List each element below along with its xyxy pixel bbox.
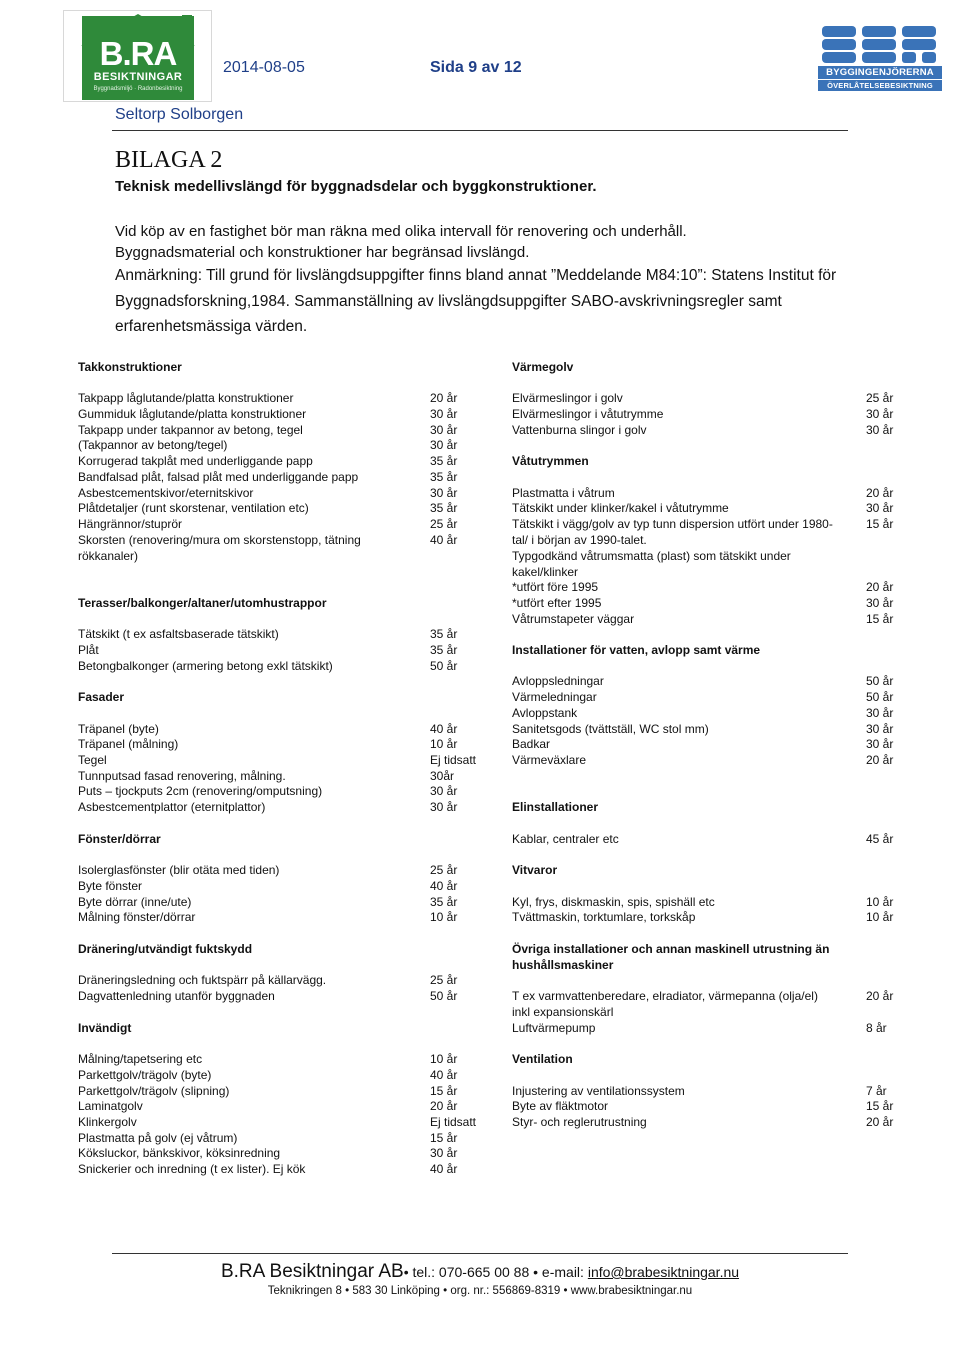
item-label: Kyl, frys, diskmaskin, spis, spishäll etc	[512, 895, 715, 909]
item-lifespan: 10 år	[866, 895, 894, 909]
item-lifespan: 40 år	[430, 722, 458, 736]
item-lifespan: 25 år	[866, 391, 894, 405]
item-lifespan: 25 år	[430, 863, 458, 877]
item-lifespan: 35 år	[430, 454, 458, 468]
item-lifespan: 20 år	[866, 989, 894, 1003]
item-lifespan: 30 år	[866, 596, 894, 610]
item-label: Träpanel (byte)	[78, 722, 159, 736]
item-lifespan: 30 år	[866, 706, 894, 720]
item-lifespan: 35 år	[430, 895, 458, 909]
item-label: Våtrumstapeter väggar	[512, 612, 635, 626]
item-lifespan: 10 år	[430, 910, 458, 924]
item-lifespan: 35 år	[430, 627, 458, 641]
item-label: Elvärmeslingor i våtutrymme	[512, 407, 664, 421]
section-heading: Ventilation	[512, 1052, 573, 1066]
item-lifespan: 30 år	[430, 407, 458, 421]
item-lifespan: 7 år	[866, 1084, 887, 1098]
item-lifespan: 15 år	[866, 517, 894, 531]
item-label: Snickerier och inredning (t ex lister). Ej kök	[78, 1162, 306, 1176]
footer-contact	[0, 1261, 960, 1283]
item-lifespan: 40 år	[430, 1162, 458, 1176]
item-lifespan: 30 år	[430, 800, 458, 814]
item-label: Typgodkänd våtrumsmatta (plast) som tätskikt under kakel/klinker	[512, 549, 791, 579]
item-lifespan: Ej tidsatt	[430, 753, 477, 767]
item-label: *utfört efter 1995	[512, 596, 602, 610]
section-heading: Fasader	[78, 690, 125, 704]
section-heading: Installationer för vatten, avlopp samt värme	[512, 643, 761, 657]
section-heading: Takkonstruktioner	[78, 360, 182, 374]
footer-address: Teknikringen 8 • 583 30 Linköping • org. nr.: 556869-8319 • www.brabesiktningar.nu	[267, 1285, 693, 1297]
item-label: Skorsten (renovering/mura om skorstenstopp, tätning rökkanaler)	[78, 533, 361, 563]
item-label: Betongbalkonger (armering betong exkl tätskikt)	[78, 659, 333, 673]
item-label: Tätskikt i vägg/golv av typ tunn dispersion utfört under 1980-tal/ i början av 1990-talet.	[512, 517, 833, 547]
logo-tagline: Byggnadsmiljö · Radonbesiktning	[93, 86, 183, 92]
item-lifespan: 30 år	[866, 737, 894, 751]
item-label: Byte dörrar (inne/ute)	[78, 895, 192, 909]
item-lifespan: Ej tidsatt	[430, 1115, 477, 1129]
item-lifespan: 30år	[430, 769, 455, 783]
section-heading: Värmegolv	[512, 360, 574, 374]
item-label: Injustering av ventilationssystem	[512, 1084, 685, 1098]
item-label: Vattenburna slingor i golv	[512, 423, 647, 437]
item-lifespan: 20 år	[866, 1115, 894, 1129]
item-label: Isolerglasfönster (blir otäta med tiden)	[78, 863, 280, 877]
item-lifespan: 30 år	[430, 784, 458, 798]
item-lifespan: 50 år	[430, 989, 458, 1003]
item-label: Parkettgolv/trägolv (slipning)	[78, 1084, 230, 1098]
footer-email-link[interactable]: info@brabesiktningar.nu	[587, 1264, 740, 1280]
item-label: (Takpannor av betong/tegel)	[78, 438, 228, 452]
item-lifespan: 8 år	[866, 1021, 887, 1035]
header-object-name: Seltorp Solborgen	[115, 106, 244, 123]
item-label: Plåtdetaljer (runt skorstenar, ventilation etc)	[78, 501, 309, 515]
item-label: Luftvärmepump	[512, 1021, 596, 1035]
header-divider	[112, 130, 848, 131]
item-label: Avloppsledningar	[512, 674, 604, 688]
item-lifespan: 40 år	[430, 533, 458, 547]
footer-company: B.RA Besiktningar AB	[220, 1261, 404, 1282]
bra-logo	[63, 10, 212, 102]
item-lifespan: 25 år	[430, 517, 458, 531]
item-lifespan: 20 år	[430, 1099, 458, 1113]
section-heading: Dränering/utvändigt fuktskydd	[78, 942, 253, 956]
item-lifespan: 50 år	[866, 674, 894, 688]
item-lifespan: 15 år	[866, 612, 894, 626]
item-label: Puts – tjockputs 2cm (renovering/omputsning)	[78, 784, 323, 798]
section-heading: Fönster/dörrar	[78, 832, 161, 846]
item-label: Asbestcementskivor/eternitskivor	[78, 486, 254, 500]
item-lifespan: 20 år	[866, 486, 894, 500]
item-label: Gummiduk låglutande/platta konstruktioner	[78, 407, 307, 421]
intro-line-2: Byggnadsmaterial och konstruktioner har begränsad livslängd.	[115, 244, 530, 261]
item-label: Styr- och reglerutrustning	[512, 1115, 647, 1129]
item-label: Målning fönster/dörrar	[78, 910, 196, 924]
item-lifespan: 15 år	[430, 1084, 458, 1098]
item-label: Tvättmaskin, torktumlare, torkskåp	[512, 910, 696, 924]
item-lifespan: 10 år	[866, 910, 894, 924]
item-label: Tunnputsad fasad renovering, målning.	[78, 769, 286, 783]
item-lifespan: 30 år	[430, 486, 458, 500]
section-heading: Övriga installationer och annan maskinell utrustning än hushållsmaskiner	[512, 942, 830, 972]
item-lifespan: 35 år	[430, 470, 458, 484]
section-heading: Invändigt	[78, 1021, 132, 1035]
item-lifespan: 20 år	[866, 580, 894, 594]
item-label: Laminatgolv	[78, 1099, 143, 1113]
item-label: Elvärmeslingor i golv	[512, 391, 623, 405]
item-label: Plåt	[78, 643, 99, 657]
item-label: Parkettgolv/trägolv (byte)	[78, 1068, 212, 1082]
logo-sub-text: BESIKTNINGAR	[93, 71, 183, 83]
page-subtitle: Teknisk medellivslängd för byggnadsdelar och byggkonstruktioner.	[115, 178, 597, 195]
item-label: Avloppstank	[512, 706, 578, 720]
item-label: Takpapp under takpannor av betong, tegel	[78, 423, 303, 437]
byggingenjorerna-logo	[818, 26, 942, 92]
item-lifespan: 20 år	[866, 753, 894, 767]
sbr-logo-line1: BYGGINGENJÖRERNA	[818, 66, 942, 79]
item-label: Tätskikt (t ex asfaltsbaserade tätskikt)	[78, 627, 279, 641]
item-label: Badkar	[512, 737, 551, 751]
item-lifespan: 15 år	[866, 1099, 894, 1113]
footer-phone: • tel.: 070-665 00 88 • e-mail:	[403, 1264, 588, 1280]
item-label: Plastmatta i våtrum	[512, 486, 615, 500]
item-lifespan: 30 år	[866, 501, 894, 515]
item-label: Byte av fläktmotor	[512, 1099, 609, 1113]
section-heading: Våtutrymmen	[512, 454, 589, 468]
item-lifespan: 30 år	[866, 407, 894, 421]
item-lifespan: 10 år	[430, 1052, 458, 1066]
item-lifespan: 50 år	[430, 659, 458, 673]
header-page-number: Sida 9 av 12	[430, 59, 522, 76]
sbr-logo-line2: ÖVERLÅTELSEBESIKTNING	[818, 80, 942, 91]
item-label: Bandfalsad plåt, falsad plåt med underliggande papp	[78, 470, 359, 484]
item-label: Korrugerad takplåt med underliggande papp	[78, 454, 313, 468]
intro-paragraph	[115, 221, 687, 263]
item-label: Träpanel (målning)	[78, 737, 179, 751]
item-lifespan: 20 år	[430, 391, 458, 405]
item-lifespan: 25 år	[430, 973, 458, 987]
page-title: BILAGA 2	[115, 147, 223, 173]
item-lifespan: 45 år	[866, 832, 894, 846]
item-lifespan: 15 år	[430, 1131, 458, 1145]
item-lifespan: 10 år	[430, 737, 458, 751]
item-lifespan: 30 år	[866, 722, 894, 736]
item-label: Tegel	[78, 753, 107, 767]
item-label: Värmeväxlare	[512, 753, 587, 767]
item-label: *utfört före 1995	[512, 580, 599, 594]
item-lifespan: 30 år	[430, 423, 458, 437]
item-label: Hängrännor/stuprör	[78, 517, 183, 531]
item-label: Målning/tapetsering etc	[78, 1052, 203, 1066]
item-label: Dagvattenledning utanför byggnaden	[78, 989, 275, 1003]
item-lifespan: 35 år	[430, 501, 458, 515]
item-label: Byte fönster	[78, 879, 143, 893]
item-lifespan: 50 år	[866, 690, 894, 704]
section-heading: Vitvaror	[512, 863, 558, 877]
item-lifespan: 30 år	[430, 1146, 458, 1160]
intro-line-1: Vid köp av en fastighet bör man räkna med olika intervall för renovering och underhåll.	[115, 223, 687, 240]
item-label: Klinkergolv	[78, 1115, 137, 1129]
item-lifespan: 40 år	[430, 1068, 458, 1082]
section-heading: Elinstallationer	[512, 800, 599, 814]
item-lifespan: 35 år	[430, 643, 458, 657]
item-lifespan: 30 år	[430, 438, 458, 452]
item-label: Dräneringsledning och fuktspärr på källarvägg.	[78, 973, 327, 987]
item-label: Takpapp låglutande/platta konstruktioner	[78, 391, 294, 405]
remark-paragraph: Anmärkning: Till grund för livslängdsuppgifter finns bland annat ”Meddelande M84:10”: Statens Institut för Byggnadsforskning,1984. Sammanställning av livslängdsuppgifter SABO-avskrivningsregler samt erfarenhetsmässiga värden.	[115, 267, 837, 335]
item-label: Plastmatta på golv (ej våtrum)	[78, 1131, 238, 1145]
item-label: Kablar, centraler etc	[512, 832, 619, 846]
item-lifespan: 30 år	[866, 423, 894, 437]
item-label: Sanitetsgods (tvättställ, WC stol mm)	[512, 722, 709, 736]
item-label: T ex varmvattenberedare, elradiator, värmepanna (olja/el) inkl expansionskärl	[512, 989, 818, 1019]
item-lifespan: 40 år	[430, 879, 458, 893]
section-heading: Terasser/balkonger/altaner/utomhustrappor	[78, 596, 327, 610]
logo-main-text: B.RA	[99, 35, 177, 72]
sbr-letters-icon	[822, 26, 938, 64]
item-label: Asbestcementplattor (eternitplattor)	[78, 800, 266, 814]
header-date: 2014-08-05	[223, 59, 305, 76]
item-label: Tätskikt under klinker/kakel i våtutrymme	[512, 501, 729, 515]
footer-divider	[112, 1253, 848, 1254]
item-label: Köksluckor, bänkskivor, köksinredning	[78, 1146, 281, 1160]
item-label: Värmeledningar	[512, 690, 597, 704]
